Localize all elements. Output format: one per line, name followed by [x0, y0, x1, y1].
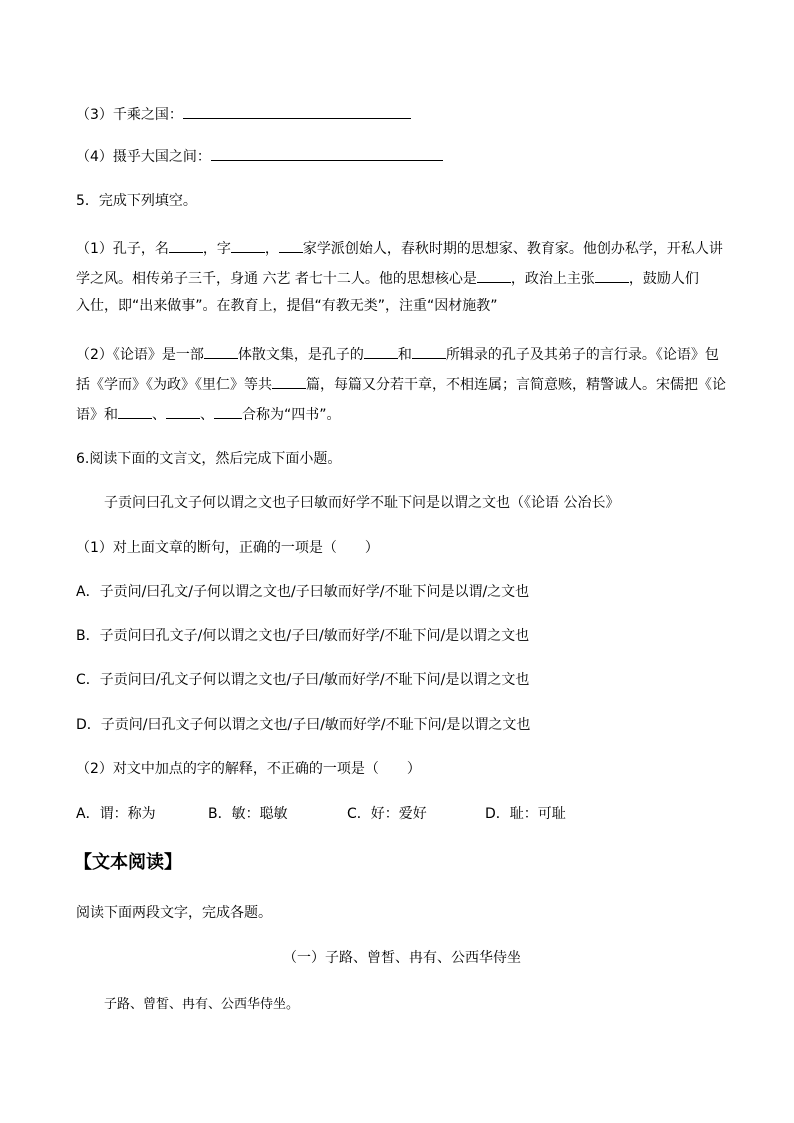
section-heading: 【文本阅读】	[74, 852, 182, 873]
text: ，	[264, 241, 279, 257]
q6-sub1-stem: （1）对上面文章的断句，正确的一项是（ ）	[76, 540, 379, 556]
q6-sub1-option-c[interactable]: C．子贡问曰/孔文子何以谓之文也/子曰/敏而好学/不耻下问/是以谓之文也	[76, 672, 530, 688]
answer-blank[interactable]	[118, 404, 152, 419]
q5-p1-line1	[76, 238, 723, 258]
q6-title: 6.阅读下面的文言文，然后完成下面小题。	[76, 451, 342, 467]
answer-blank[interactable]	[412, 344, 446, 359]
q5-p1-line3: 入仕，即“出来做事”。在教育上，提倡“有教无类”，注重“因材施教”	[76, 298, 498, 314]
text: 语》和	[76, 407, 118, 423]
q4-item-3	[76, 104, 411, 124]
q6-sub1-option-d[interactable]: D．子贡问/曰孔文子何以谓之文也/子曰/敏而好学/不耻下问/是以谓之文也	[76, 717, 531, 733]
reading-first-line: 子路、曾皙、冉有、公西华侍坐。	[104, 997, 300, 1012]
q5-p2-line3	[76, 404, 341, 424]
answer-blank[interactable]	[166, 404, 200, 419]
q6-sub2-stem: （2）对文中加点的字的解释，不正确的一项是（ ）	[76, 761, 421, 777]
q6-sub2-option-a[interactable]: A．谓：称为	[76, 806, 156, 822]
text: 和	[397, 347, 412, 363]
answer-blank[interactable]	[231, 238, 265, 253]
answer-blank[interactable]	[477, 268, 511, 283]
q5-title: 5．完成下列填空。	[76, 193, 197, 209]
text: （2）《论语》是一部	[76, 347, 204, 363]
text: 体散文集，是孔子的	[237, 347, 364, 363]
text: 篇，每篇又分若干章，不相连属；言简意赅，精警诚人。宋儒把《论	[306, 377, 726, 393]
answer-blank[interactable]	[183, 104, 411, 119]
answer-blank[interactable]	[595, 268, 629, 283]
answer-blank[interactable]	[214, 404, 242, 419]
q4-item-4	[76, 146, 443, 166]
reading-subtitle: （一）子路、曾皙、冉有、公西华侍坐	[283, 950, 521, 966]
answer-blank[interactable]	[364, 344, 398, 359]
q6-sub2-option-b[interactable]: B．敏：聪敏	[208, 806, 288, 822]
q4-item-3-label: （3）千乘之国：	[76, 107, 183, 123]
q6-sub1-option-a[interactable]: A．子贡问/曰孔文/子何以谓之文也/子曰敏而好学/不耻下问是以谓/之文也	[76, 584, 530, 600]
q6-sub2-option-c[interactable]: C．好：爱好	[347, 806, 427, 822]
text: ，字	[202, 241, 231, 257]
text: 家学派创始人，春秋时期的思想家、教育家。他创办私学，开私人讲	[302, 241, 723, 257]
q5-p2-line1	[76, 344, 719, 364]
text: 、	[200, 407, 214, 423]
text: 括《学而》《为政》《里仁》等共	[76, 377, 272, 393]
text: （1）孔子，名	[76, 241, 169, 257]
answer-blank[interactable]	[211, 146, 443, 161]
answer-blank[interactable]	[204, 344, 238, 359]
answer-blank[interactable]	[169, 238, 203, 253]
text: ，鼓励人们	[628, 271, 699, 287]
reading-instruction: 阅读下面两段文字，完成各题。	[76, 905, 272, 921]
text: 所辑录的孔子及其弟子的言行录。《论语》包	[445, 347, 719, 363]
answer-blank[interactable]	[279, 238, 303, 253]
q5-p1-line2	[76, 268, 699, 288]
text: 、	[152, 407, 166, 423]
q6-sub1-option-b[interactable]: B．子贡问曰孔文子/何以谓之文也/子曰/敏而好学/不耻下问/是以谓之文也	[76, 628, 530, 644]
q6-passage: 子贡问曰孔文子何以谓之文也子曰敏而好学不耻下问是以谓之文也（《论语 公冶长》	[104, 495, 620, 511]
q5-p2-line2	[76, 374, 726, 394]
text: 学之风。相传弟子三千，身通 六艺 者七十二人。他的思想核心是	[76, 271, 477, 287]
text: ，政治上主张	[510, 271, 595, 287]
answer-blank[interactable]	[272, 374, 306, 389]
text: 合称为“四书”。	[242, 407, 341, 423]
q6-sub2-option-d[interactable]: D．耻：可耻	[485, 806, 566, 822]
q4-item-4-label: （4）摄乎大国之间：	[76, 149, 211, 165]
